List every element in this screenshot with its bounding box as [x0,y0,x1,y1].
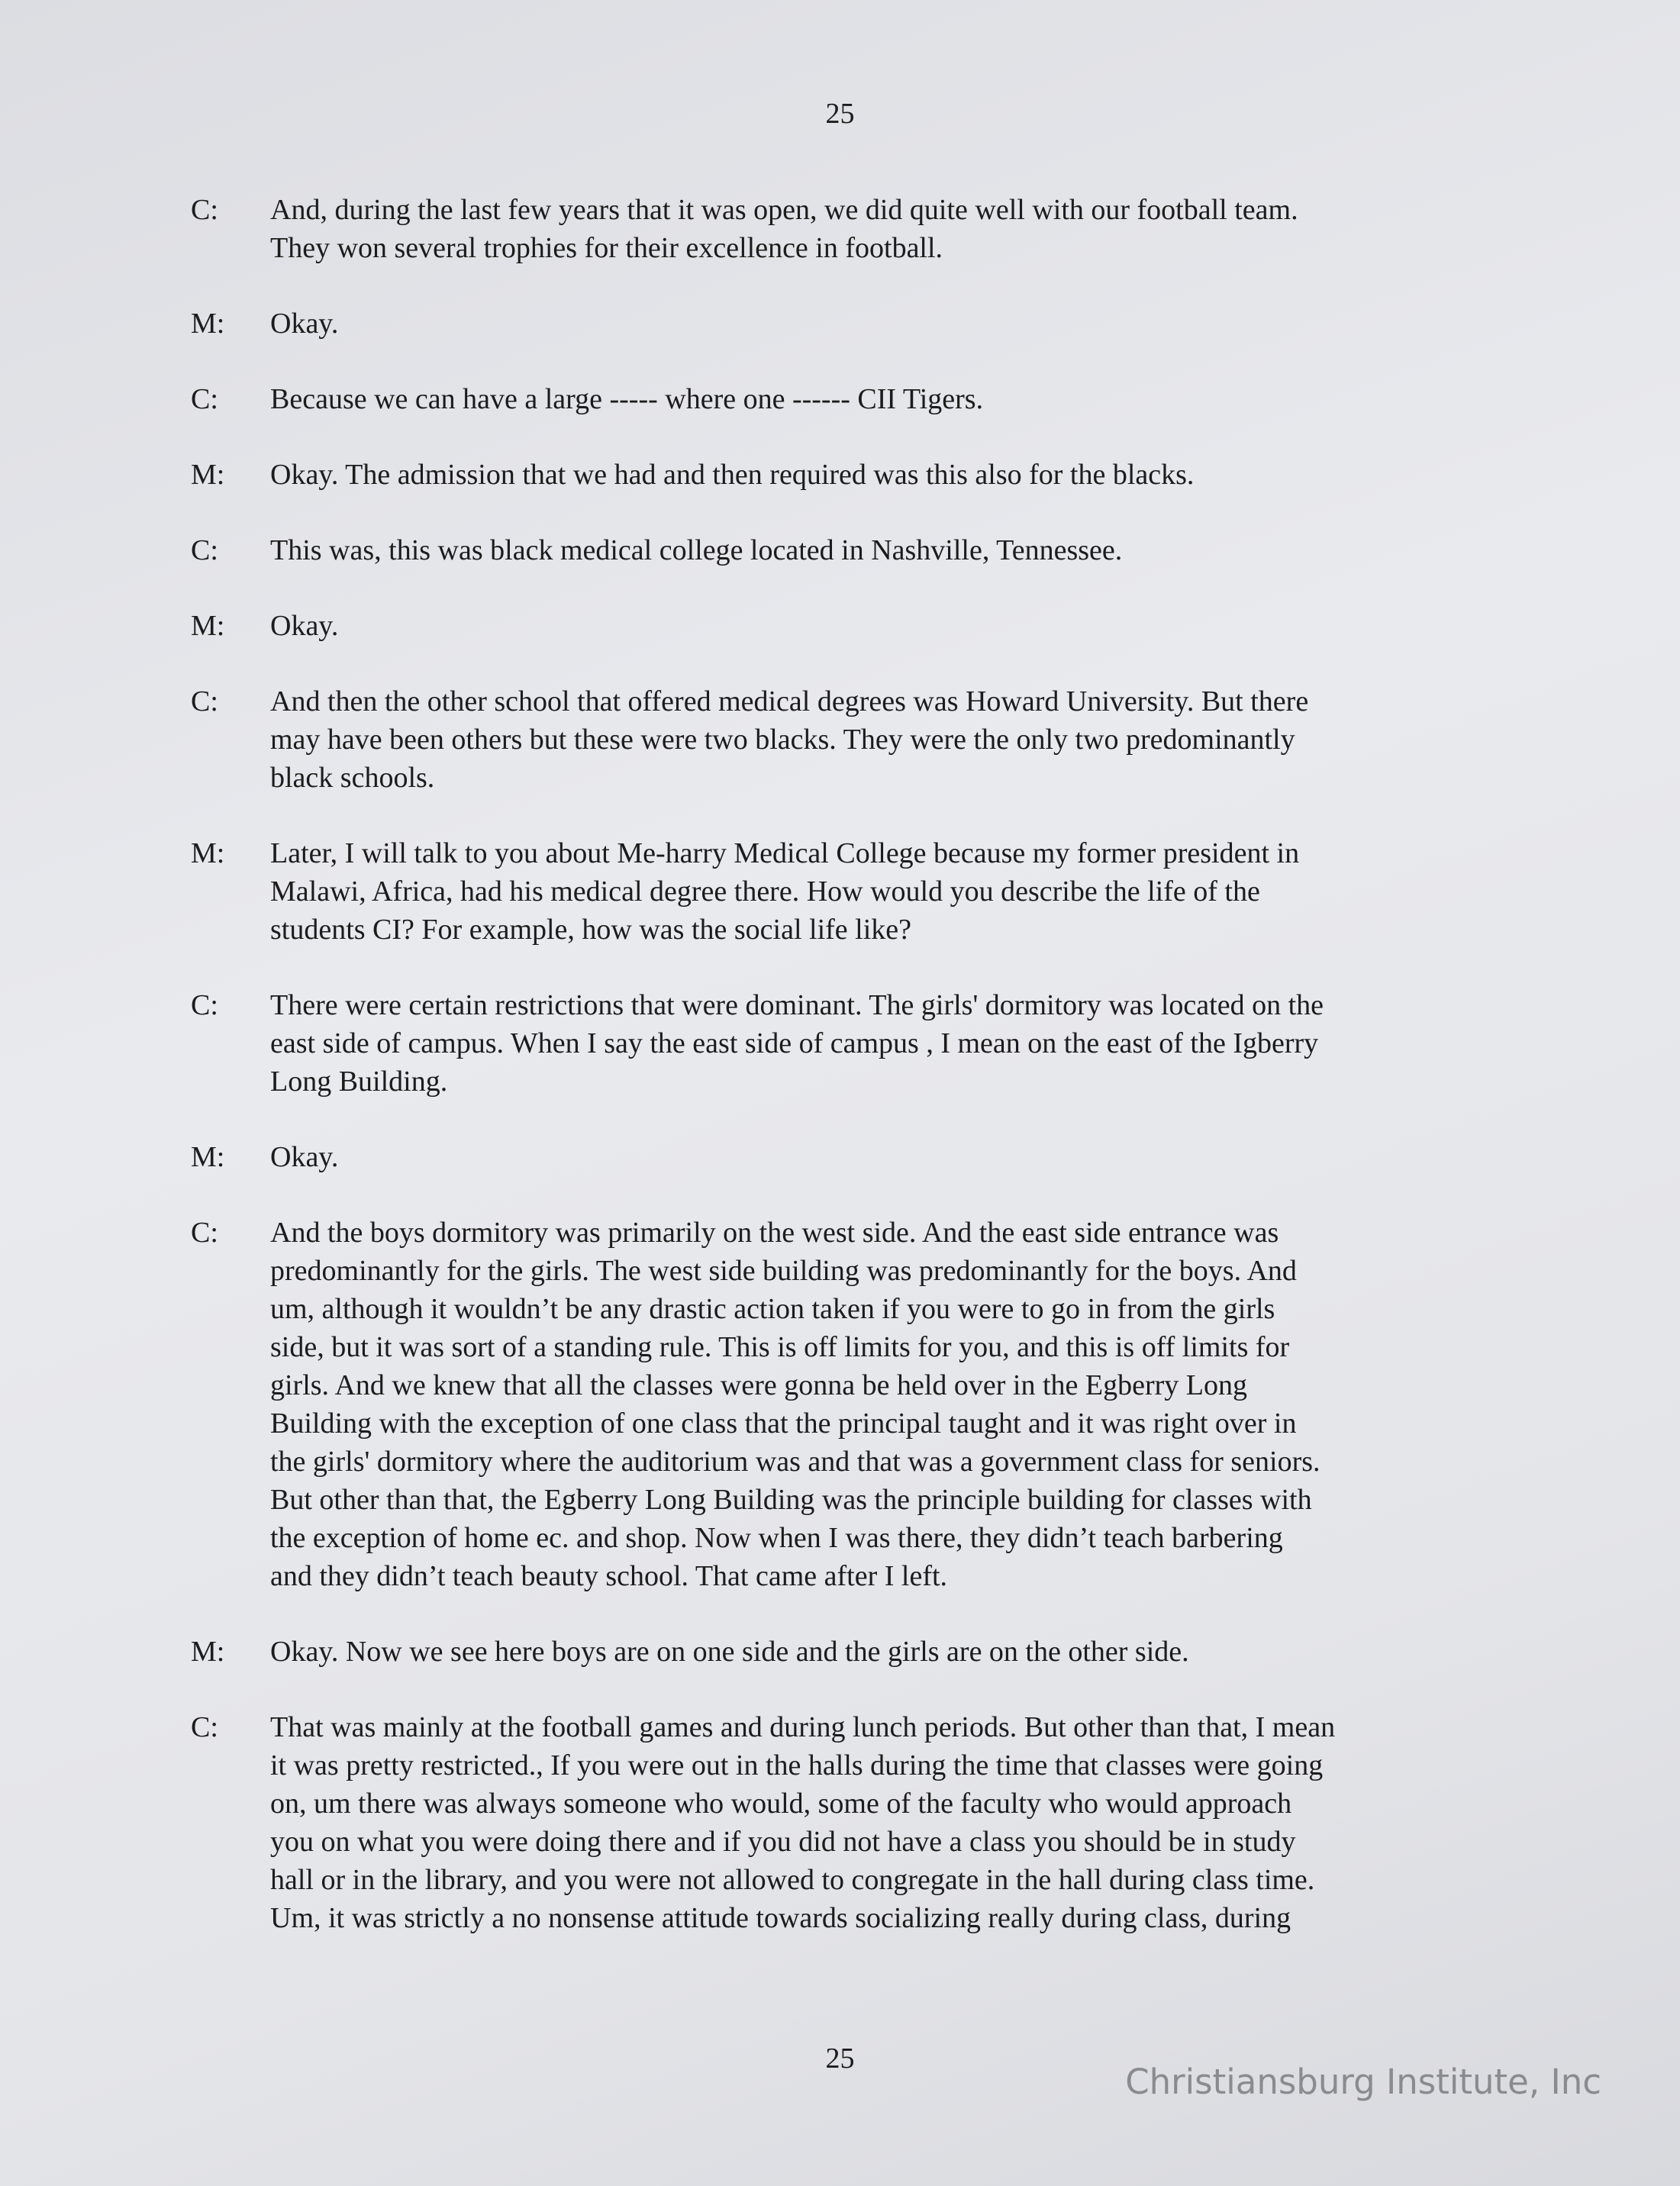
utterance-text: Okay. [270,610,339,642]
utterance-text: Okay. Now we see here boys are on one side and the girls are on the other side. [270,1636,1189,1668]
transcript-entry [191,191,1504,267]
page-number-top: 25 [825,98,855,130]
speaker-label: C: [191,194,218,226]
watermark-text: Christiansburg Institute, Inc [1125,2062,1601,2102]
utterance-text: Later, I will talk to you about Me-harry Medical College because my former president in Malawi, Africa, had his medical degree there. How would you describe the life of the students CI? For example, how was the social life like? [270,837,1300,946]
transcript-entry [191,607,1504,645]
speaker-label: C: [191,1711,218,1743]
speaker-label: C: [191,685,218,717]
utterance-text: And, during the last few years that it was open, we did quite well with our football team. They won several trophies for their excellence in football. [270,194,1298,264]
utterance-text: And then the other school that offered medical degrees was Howard University. But there may have been others but these were two blacks. They were the only two predominantly black schools. [270,685,1309,794]
transcript-entry [191,1214,1504,1595]
transcript-entry [191,531,1504,569]
transcript-entry [191,305,1504,343]
utterance-text: That was mainly at the football games and during lunch periods. But other than that, I mean it was pretty restricted., If you were out in the halls during the time that classes were going on, um there was always someone who would, some of the faculty who would approach you on what you were doing there and if you did not have a class you should be in study hall or in the library, and you were not allowed to congregate in the hall during class time. Um, it was strictly a no nonsense attitude towards socializing really during class, during [270,1711,1336,1934]
utterance-text: Okay. [270,1141,339,1173]
transcript-entry [191,1138,1504,1176]
transcript-entry [191,834,1504,949]
utterance-text: There were certain restrictions that were dominant. The girls' dormitory was located on the east side of campus. When I say the east side of campus , I mean on the east of the Igberry Long Building. [270,989,1324,1098]
speaker-label: M: [191,1636,225,1668]
speaker-label: M: [191,1141,225,1173]
speaker-label: C: [191,534,218,566]
speaker-label: C: [191,1217,218,1249]
speaker-label: C: [191,989,218,1021]
utterance-text: And the boys dormitory was primarily on the west side. And the east side entrance was predominantly for the girls. The west side building was predominantly for the boys. And um, although it wouldn’t be any drastic action taken if you were to go in from the girls side, but it was sort of a standing rule. This is off limits for you, and this is off limits for girls. And we knew that all the classes were gonna be held over in the Egberry Long Building with the exception of one class that the principal taught and it was right over in the girls' dormitory where the auditorium was and that was a government class for seniors. But other than that, the Egberry Long Building was the principle building for classes with the exception of home ec. and shop. Now when I was there, they didn’t teach barbering and they didn’t teach beauty school. That came after I left. [270,1217,1320,1592]
utterance-text: Because we can have a large ----- where one ------ CII Tigers. [270,383,984,415]
speaker-label: M: [191,308,225,340]
interview-transcript [191,191,1504,1975]
utterance-text: Okay. The admission that we had and then required was this also for the blacks. [270,459,1195,491]
speaker-label: M: [191,837,225,869]
utterance-text: Okay. [270,308,339,340]
speaker-label: M: [191,610,225,642]
transcript-entry [191,1633,1504,1671]
page-number-bottom: 25 [825,2043,855,2075]
utterance-text: This was, this was black medical college located in Nashville, Tennessee. [270,534,1123,566]
transcript-entry [191,1708,1504,1937]
transcript-entry [191,986,1504,1101]
speaker-label: M: [191,459,225,491]
transcript-entry [191,682,1504,797]
transcript-entry [191,456,1504,494]
transcript-entry [191,380,1504,418]
speaker-label: C: [191,383,218,415]
